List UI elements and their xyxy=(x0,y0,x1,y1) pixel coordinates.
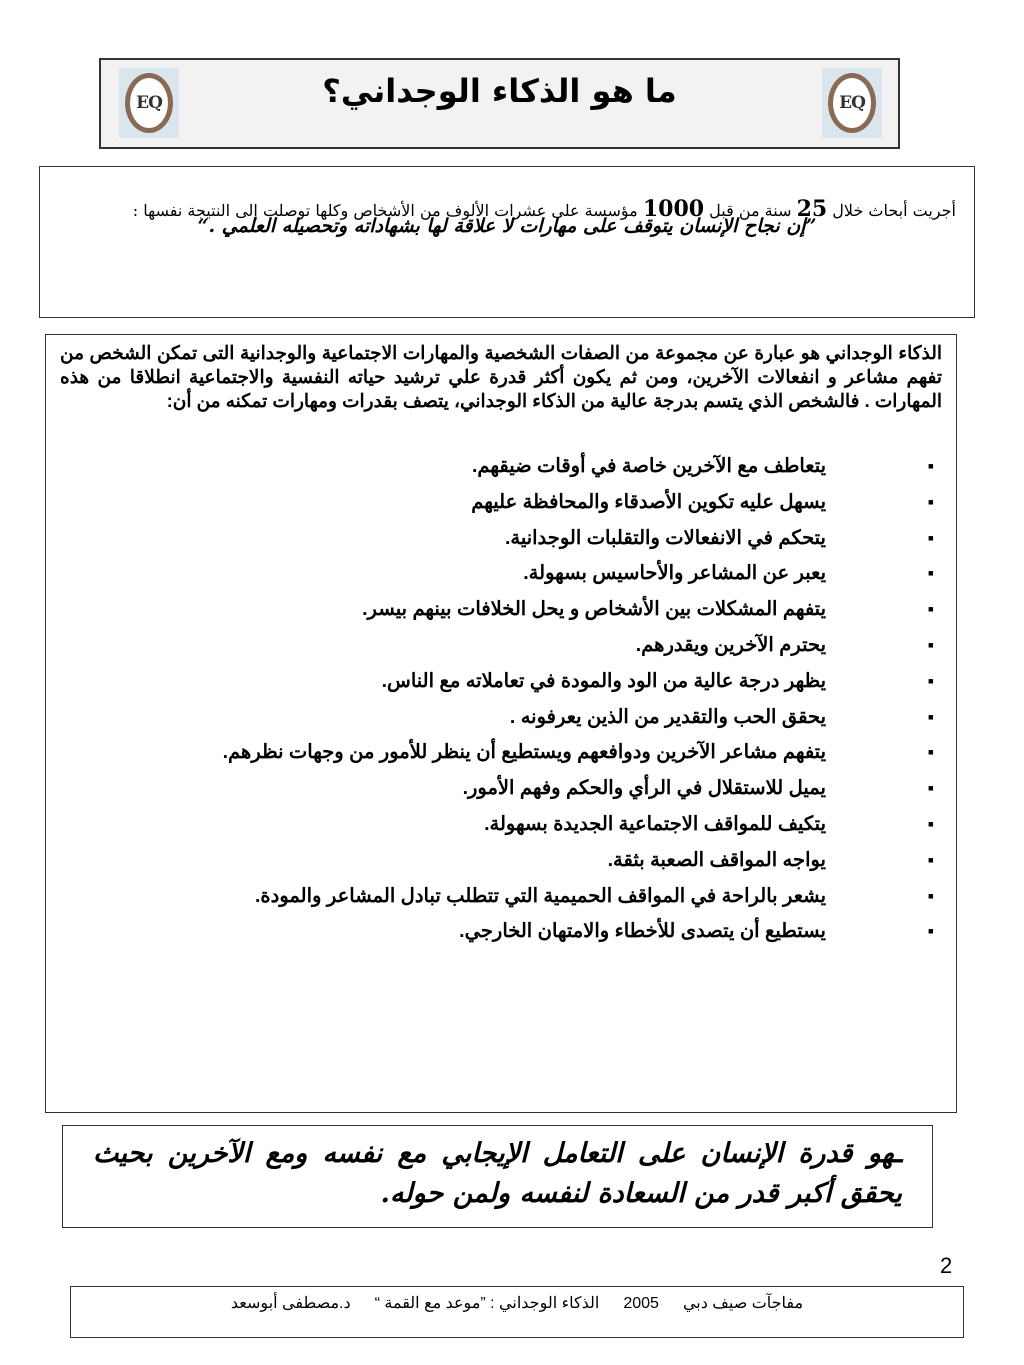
trait-item xyxy=(106,807,934,843)
trait-item xyxy=(106,771,934,807)
trait-text: يحقق الحب والتقدير من الذين يعرفونه . xyxy=(509,705,826,728)
definition-paragraph: الذكاء الوجداني هو عبارة عن مجموعة من الصفات الشخصية والمهارات الاجتماعية والوجدانية التى تمكن الشخص من تفهم مشاعر و انفعالات الآخرين، ومن ثم يكون أكثر قدرة علي ترشيد حياته النفسية والاجتماعية انطلاقا من هذه المهارات . فالشخص الذي يتسم بدرجة عالية من الذكاء الوجداني، يتصف بقدرات ومهارات تمكنه من أن: xyxy=(60,342,942,411)
trait-item xyxy=(106,879,934,915)
bullet-icon: ▪ xyxy=(927,742,934,763)
research-intro-box xyxy=(39,166,975,318)
bullet-icon: ▪ xyxy=(927,706,934,727)
eq-logo-icon: EQ xyxy=(125,73,173,133)
trait-text: يعبر عن المشاعر والأحاسيس بسهولة. xyxy=(523,562,826,585)
eq-logo-left xyxy=(119,68,179,138)
years-number: 25 xyxy=(796,196,828,222)
trait-item xyxy=(106,664,934,700)
eq-definition: ـهو قدرة الإنسان على التعامل الإيجابي مع نفسه ومع الآخرين بحيث يحقق أكبر قدر من السعادة لنفسه ولمن حوله. xyxy=(93,1138,902,1209)
traits-list xyxy=(46,449,956,950)
trait-item xyxy=(106,592,934,628)
trait-text: يتعاطف مع الآخرين خاصة في أوقات ضيقهم. xyxy=(471,455,826,477)
trait-text: يتكيف للمواقف الاجتماعية الجديدة بسهولة. xyxy=(484,812,826,835)
trait-item xyxy=(106,449,934,485)
trait-text: يشعر بالراحة في المواقف الحميمية التي تتطلب تبادل المشاعر والمودة. xyxy=(255,884,826,907)
main-content-box xyxy=(45,334,957,1113)
title-banner xyxy=(99,58,900,149)
bullet-icon: ▪ xyxy=(927,599,934,620)
trait-text: يظهر درجة عالية من الود والمودة في تعاملاته مع الناس. xyxy=(381,669,826,692)
bullet-icon: ▪ xyxy=(927,921,934,942)
footer-book: مفاجآت صيف دبي xyxy=(682,1295,804,1312)
bullet-icon: ▪ xyxy=(927,885,934,906)
trait-text: يميل للاستقلال في الرأي والحكم وفهم الأمور. xyxy=(462,777,826,800)
bullet-icon: ▪ xyxy=(927,670,934,691)
bullet-icon: ▪ xyxy=(927,634,934,655)
footer-text xyxy=(71,1293,963,1313)
trait-text: يسهل عليه تكوين الأصدقاء والمحافظة عليهم xyxy=(471,490,826,513)
bullet-icon: ▪ xyxy=(927,456,934,476)
footer xyxy=(70,1286,964,1338)
trait-item xyxy=(106,735,934,771)
bullet-icon: ▪ xyxy=(927,563,934,584)
bullet-icon: ▪ xyxy=(927,813,934,834)
bullet-icon: ▪ xyxy=(927,527,934,548)
trait-text: يتحكم في الانفعالات والتقلبات الوجدانية. xyxy=(504,526,826,549)
footer-series: الذكاء الوجداني : ”موعد مع القمة “ xyxy=(374,1295,600,1312)
footer-author: د.مصطفى أبوسعد xyxy=(230,1295,351,1312)
trait-text: يحترم الآخرين ويقدرهم. xyxy=(635,633,826,656)
trait-text: يتفهم مشاعر الآخرين ودوافعهم ويستطيع أن ينظر للأمور من وجهات نظرهم. xyxy=(222,741,826,764)
page-number: 2 xyxy=(940,1253,953,1278)
institutions-number: 1000 xyxy=(642,196,705,222)
trait-item xyxy=(106,485,934,521)
page-title: ما هو الذكاء الوجداني؟ xyxy=(322,72,677,110)
eq-logo-icon: EQ xyxy=(828,73,876,133)
trait-text: يتفهم المشكلات بين الأشخاص و يحل الخلافات بينهم بيسر. xyxy=(362,598,826,621)
eq-logo-right xyxy=(822,68,882,138)
bullet-icon: ▪ xyxy=(927,849,934,870)
trait-text: يواجه المواقف الصعبة بثقة. xyxy=(607,848,826,871)
bullet-icon: ▪ xyxy=(927,491,934,512)
trait-item xyxy=(106,521,934,557)
footer-year: 2005 xyxy=(623,1295,659,1312)
trait-item xyxy=(106,556,934,592)
trait-item xyxy=(106,628,934,664)
trait-item xyxy=(106,914,934,950)
definition-box xyxy=(62,1125,933,1228)
trait-item xyxy=(106,700,934,736)
research-quote: ”إن نجاح الإنسان يتوقف على مهارات لا علاقة لها بشهاداته وتحصيله العلمي .“ xyxy=(197,215,817,237)
research-intro-text: أجريت أبحاث خلال 25 سنة من قبل 1000 مؤسسة على عشرات الألوف من الأشخاص وكلها توصلت إلى النتيجة نفسها : xyxy=(132,196,956,222)
trait-item xyxy=(106,843,934,879)
trait-text: يستطيع أن يتصدى للأخطاء والامتهان الخارجي. xyxy=(459,920,826,943)
bullet-icon: ▪ xyxy=(927,778,934,799)
